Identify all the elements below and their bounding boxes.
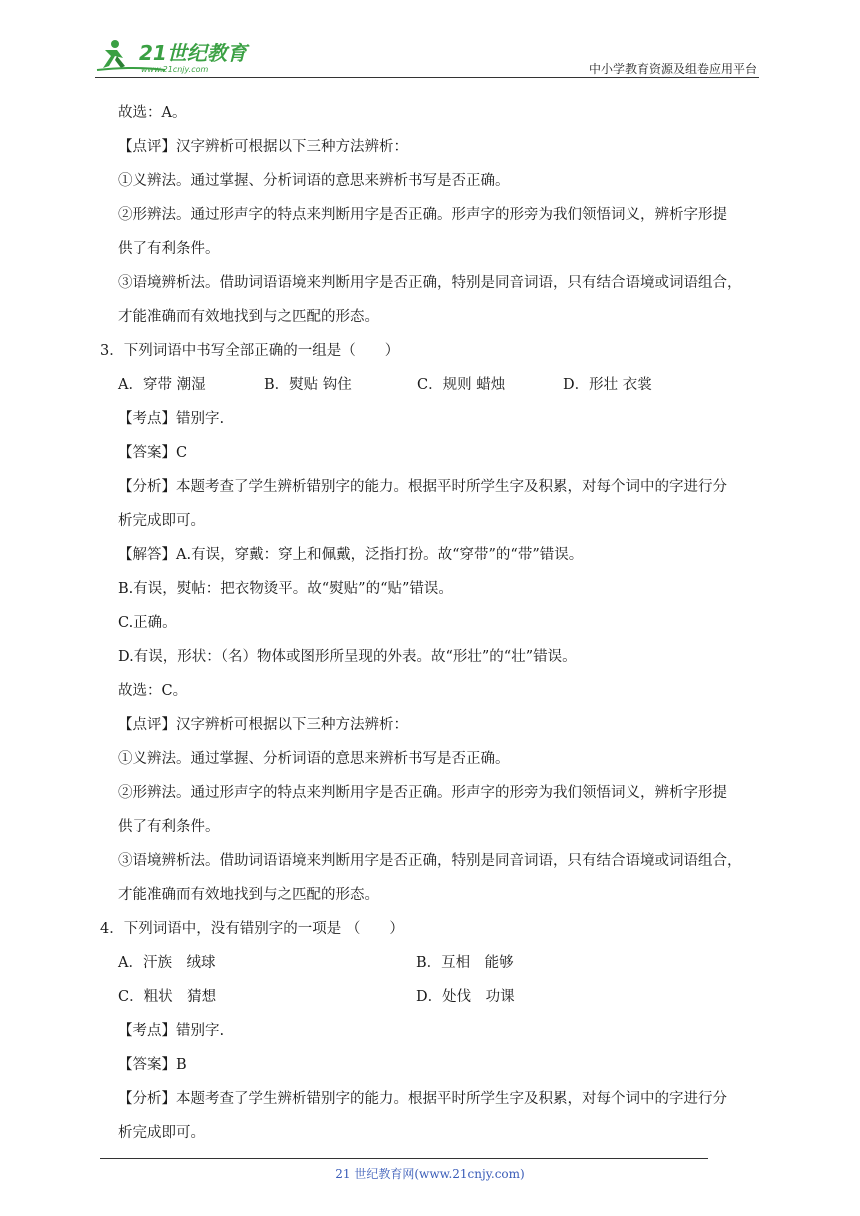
text-line: 【分析】本题考查了学生辨析错别字的能力。根据平时所学生字及积累，对每个词中的字进行分 (118, 1091, 727, 1107)
q4-option-a: A．汗族 绒球 (118, 955, 216, 971)
text-line: 故选：A。 (118, 105, 187, 121)
text-line: ②形辨法。通过形声字的特点来判断用字是否正确。形声字的形旁为我们领悟词义，辨析字形提 (118, 785, 727, 801)
q3-option-b: B．熨贴 钩住 (264, 377, 352, 393)
text-line: C.正确。 (118, 615, 177, 631)
q3-option-c: C．规则 蜡烛 (417, 377, 506, 393)
page-header (95, 30, 757, 78)
text-line: 【考点】错别字. (118, 1023, 225, 1039)
text-line: 故选：C。 (118, 683, 188, 699)
text-line: 3．下列词语中书写全部正确的一组是（ ） (100, 343, 400, 359)
text-line: ①义辨法。通过掌握、分析词语的意思来辨析书写是否正确。 (118, 751, 510, 767)
text-block-q2-tail (100, 96, 770, 368)
text-line: ②形辨法。通过形声字的特点来判断用字是否正确。形声字的形旁为我们领悟词义，辨析字形提 (118, 207, 727, 223)
text-line: 析完成即可。 (118, 513, 205, 529)
q4-option-c: C．粗状 猜想 (118, 989, 217, 1005)
text-block-q3-solution (100, 402, 770, 946)
q4-option-d: D．处伐 功课 (416, 989, 515, 1005)
document-body (100, 96, 770, 1150)
q3-option-a: A．穿带 潮湿 (118, 377, 206, 393)
text-line: ③语境辨析法。借助词语语境来判断用字是否正确，特别是同音词语，只有结合语境或词语组合， (118, 275, 742, 291)
logo-21cnjy (95, 36, 265, 76)
text-line: 【解答】A.有误，穿戴：穿上和佩戴，泛指打扮。故“穿带”的“带”错误。 (118, 547, 584, 563)
text-line: 才能准确而有效地找到与之匹配的形态。 (118, 309, 379, 325)
text-line: 才能准确而有效地找到与之匹配的形态。 (118, 887, 379, 903)
header-tagline: 中小学教育资源及组卷应用平台 (588, 62, 757, 76)
text-line: 供了有利条件。 (118, 241, 220, 257)
q3-options (100, 368, 770, 402)
text-line: 【点评】汉字辨析可根据以下三种方法辨析： (118, 139, 408, 155)
text-line: 析完成即可。 (118, 1125, 205, 1141)
text-line: 供了有利条件。 (118, 819, 220, 835)
text-line: 【考点】错别字. (118, 411, 225, 427)
text-line: 【点评】汉字辨析可根据以下三种方法辨析： (118, 717, 408, 733)
text-line: 【答案】B (118, 1057, 187, 1073)
text-line: 【答案】C (118, 445, 188, 461)
logo-text: 21世纪教育 (139, 41, 247, 65)
text-line: 【分析】本题考查了学生辨析错别字的能力。根据平时所学生字及积累，对每个词中的字进行分 (118, 479, 727, 495)
text-line: D.有误，形状：（名）物体或图形所呈现的外表。故“形壮”的“壮”错误。 (118, 649, 577, 665)
footer-divider (100, 1158, 708, 1159)
logo-url: www.21cnjy.com (141, 65, 209, 74)
header-divider (95, 77, 759, 78)
q3-option-d: D．形壮 衣裳 (563, 377, 652, 393)
text-block-q4-solution (100, 1014, 770, 1150)
text-line: ①义辨法。通过掌握、分析词语的意思来辨析书写是否正确。 (118, 173, 510, 189)
text-line: ③语境辨析法。借助词语语境来判断用字是否正确，特别是同音词语，只有结合语境或词语组合， (118, 853, 742, 869)
q4-options-row2 (100, 980, 770, 1014)
text-line: 4．下列词语中，没有错别字的一项是 （ ） (100, 921, 404, 937)
q4-option-b: B．互相 能够 (416, 955, 514, 971)
q4-options-row1 (100, 946, 770, 980)
text-line: B.有误，熨帖：把衣物烫平。故“熨贴”的“贴”错误。 (118, 581, 453, 597)
page-footer: 21 世纪教育网(www.21cnjy.com) (335, 1167, 525, 1181)
